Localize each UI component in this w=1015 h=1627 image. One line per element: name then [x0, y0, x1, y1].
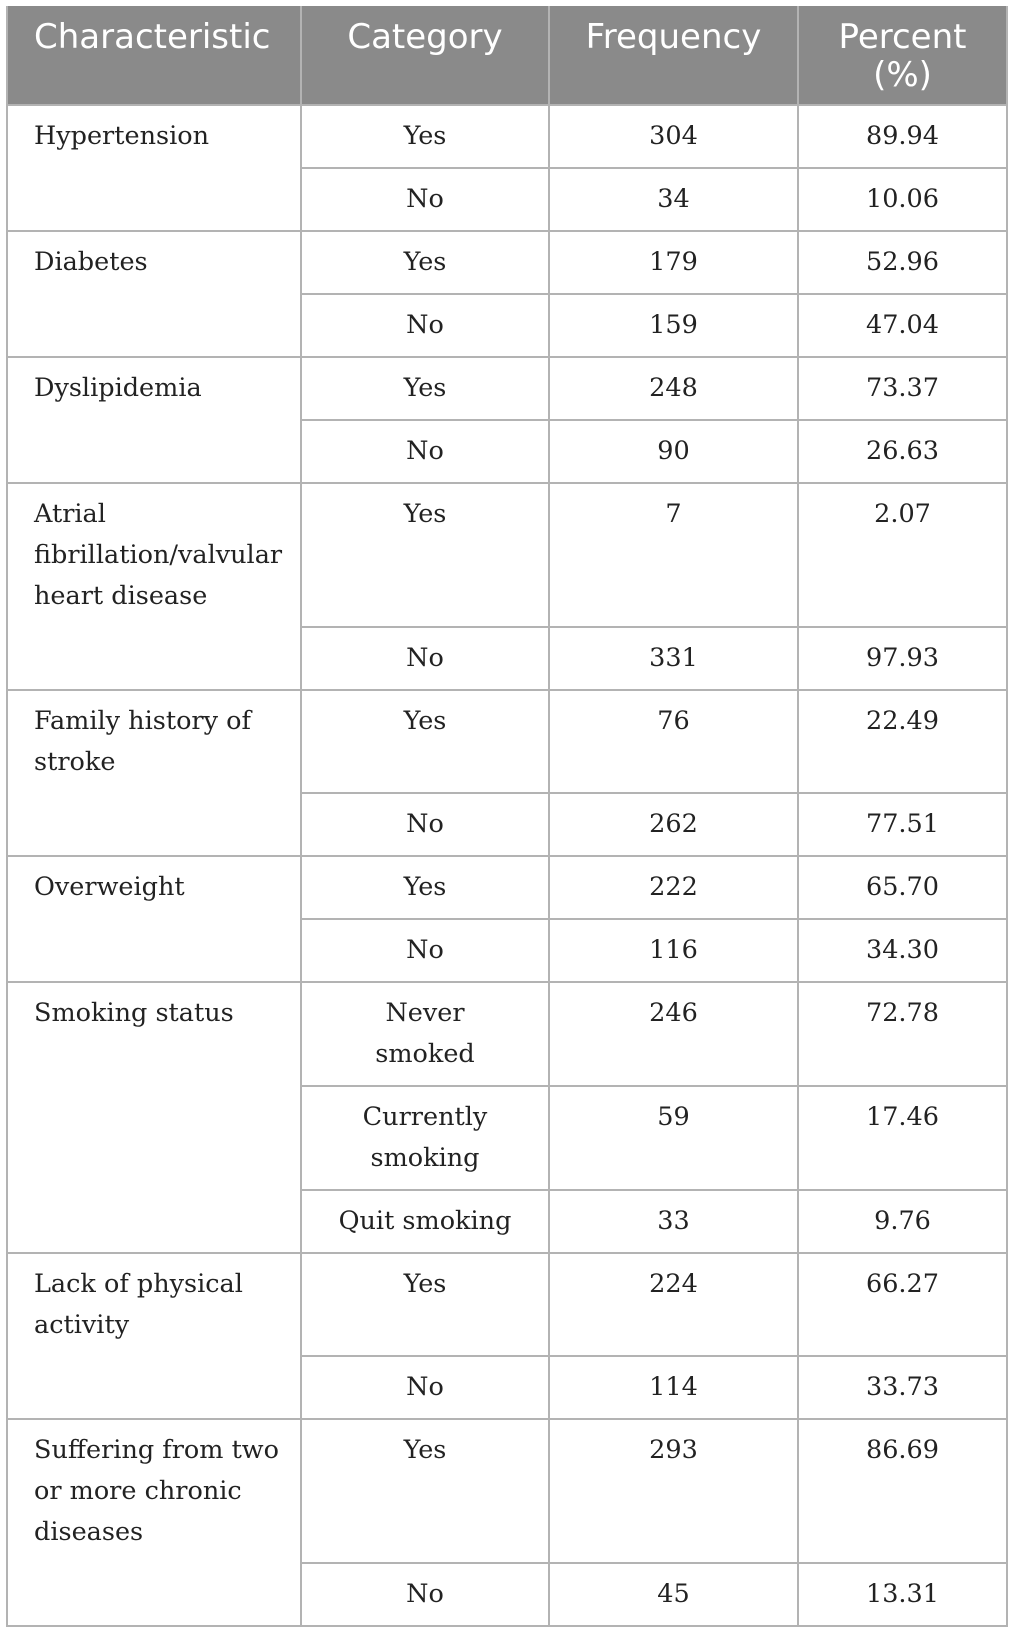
frequency-cell: 76 — [549, 690, 798, 793]
frequency-cell: 159 — [549, 294, 798, 357]
percent-cell: 66.27 — [798, 1253, 1007, 1356]
header-frequency: Frequency — [549, 6, 798, 105]
frequency-cell: 34 — [549, 168, 798, 231]
category-cell: No — [301, 294, 549, 357]
category-cell: Yes — [301, 357, 549, 420]
frequency-cell: 246 — [549, 982, 798, 1086]
frequency-cell: 33 — [549, 1190, 798, 1253]
percent-cell: 72.78 — [798, 982, 1007, 1086]
characteristic-cell: Overweight — [7, 856, 301, 982]
category-cell: No — [301, 627, 549, 690]
category-cell: Yes — [301, 1253, 549, 1356]
characteristic-cell: Diabetes — [7, 231, 301, 357]
frequency-cell: 262 — [549, 793, 798, 856]
table-row — [7, 856, 1007, 919]
table-row — [7, 105, 1007, 168]
characteristic-cell: Atrial fibrillation/valvular heart disease — [7, 483, 301, 690]
percent-cell: 52.96 — [798, 231, 1007, 294]
percent-cell: 65.70 — [798, 856, 1007, 919]
characteristic-cell: Smoking status — [7, 982, 301, 1253]
category-cell: Never smoked — [301, 982, 549, 1086]
table-row — [7, 982, 1007, 1086]
percent-cell: 86.69 — [798, 1419, 1007, 1563]
frequency-cell: 45 — [549, 1563, 798, 1626]
header-category: Category — [301, 6, 549, 105]
percent-cell: 26.63 — [798, 420, 1007, 483]
table-row — [7, 1253, 1007, 1356]
frequency-cell: 90 — [549, 420, 798, 483]
percent-cell: 2.07 — [798, 483, 1007, 627]
characteristic-cell: Family history of stroke — [7, 690, 301, 856]
table-row — [7, 483, 1007, 627]
percent-cell: 22.49 — [798, 690, 1007, 793]
percent-cell: 10.06 — [798, 168, 1007, 231]
header-row — [7, 6, 1007, 105]
category-cell: Yes — [301, 105, 549, 168]
characteristic-cell: Suffering from two or more chronic diseases — [7, 1419, 301, 1626]
table-row — [7, 231, 1007, 294]
characteristic-cell: Lack of physical activity — [7, 1253, 301, 1419]
data-table — [6, 6, 1008, 1627]
category-cell: Yes — [301, 856, 549, 919]
percent-cell: 77.51 — [798, 793, 1007, 856]
frequency-cell: 222 — [549, 856, 798, 919]
percent-cell: 13.31 — [798, 1563, 1007, 1626]
frequency-cell: 304 — [549, 105, 798, 168]
characteristic-cell: Dyslipidemia — [7, 357, 301, 483]
frequency-cell: 116 — [549, 919, 798, 982]
frequency-cell: 248 — [549, 357, 798, 420]
category-cell: No — [301, 919, 549, 982]
characteristic-cell: Hypertension — [7, 105, 301, 231]
category-cell: No — [301, 168, 549, 231]
table-row — [7, 690, 1007, 793]
percent-cell: 97.93 — [798, 627, 1007, 690]
frequency-cell: 179 — [549, 231, 798, 294]
percent-cell: 47.04 — [798, 294, 1007, 357]
category-cell: No — [301, 420, 549, 483]
frequency-cell: 293 — [549, 1419, 798, 1563]
category-cell: No — [301, 793, 549, 856]
percent-cell: 9.76 — [798, 1190, 1007, 1253]
percent-cell: 73.37 — [798, 357, 1007, 420]
category-cell: No — [301, 1356, 549, 1419]
frequency-cell: 331 — [549, 627, 798, 690]
category-cell: Quit smoking — [301, 1190, 549, 1253]
category-cell: Yes — [301, 231, 549, 294]
frequency-cell: 59 — [549, 1086, 798, 1190]
frequency-cell: 114 — [549, 1356, 798, 1419]
header-percent: Percent (%) — [798, 6, 1007, 105]
table-row — [7, 1419, 1007, 1563]
percent-cell: 89.94 — [798, 105, 1007, 168]
category-cell: No — [301, 1563, 549, 1626]
percent-cell: 17.46 — [798, 1086, 1007, 1190]
frequency-cell: 224 — [549, 1253, 798, 1356]
percent-cell: 34.30 — [798, 919, 1007, 982]
category-cell: Yes — [301, 483, 549, 627]
percent-cell: 33.73 — [798, 1356, 1007, 1419]
category-cell: Yes — [301, 690, 549, 793]
category-cell: Yes — [301, 1419, 549, 1563]
category-cell: Currently smoking — [301, 1086, 549, 1190]
header-characteristic: Characteristic — [7, 6, 301, 105]
frequency-cell: 7 — [549, 483, 798, 627]
table-row — [7, 357, 1007, 420]
